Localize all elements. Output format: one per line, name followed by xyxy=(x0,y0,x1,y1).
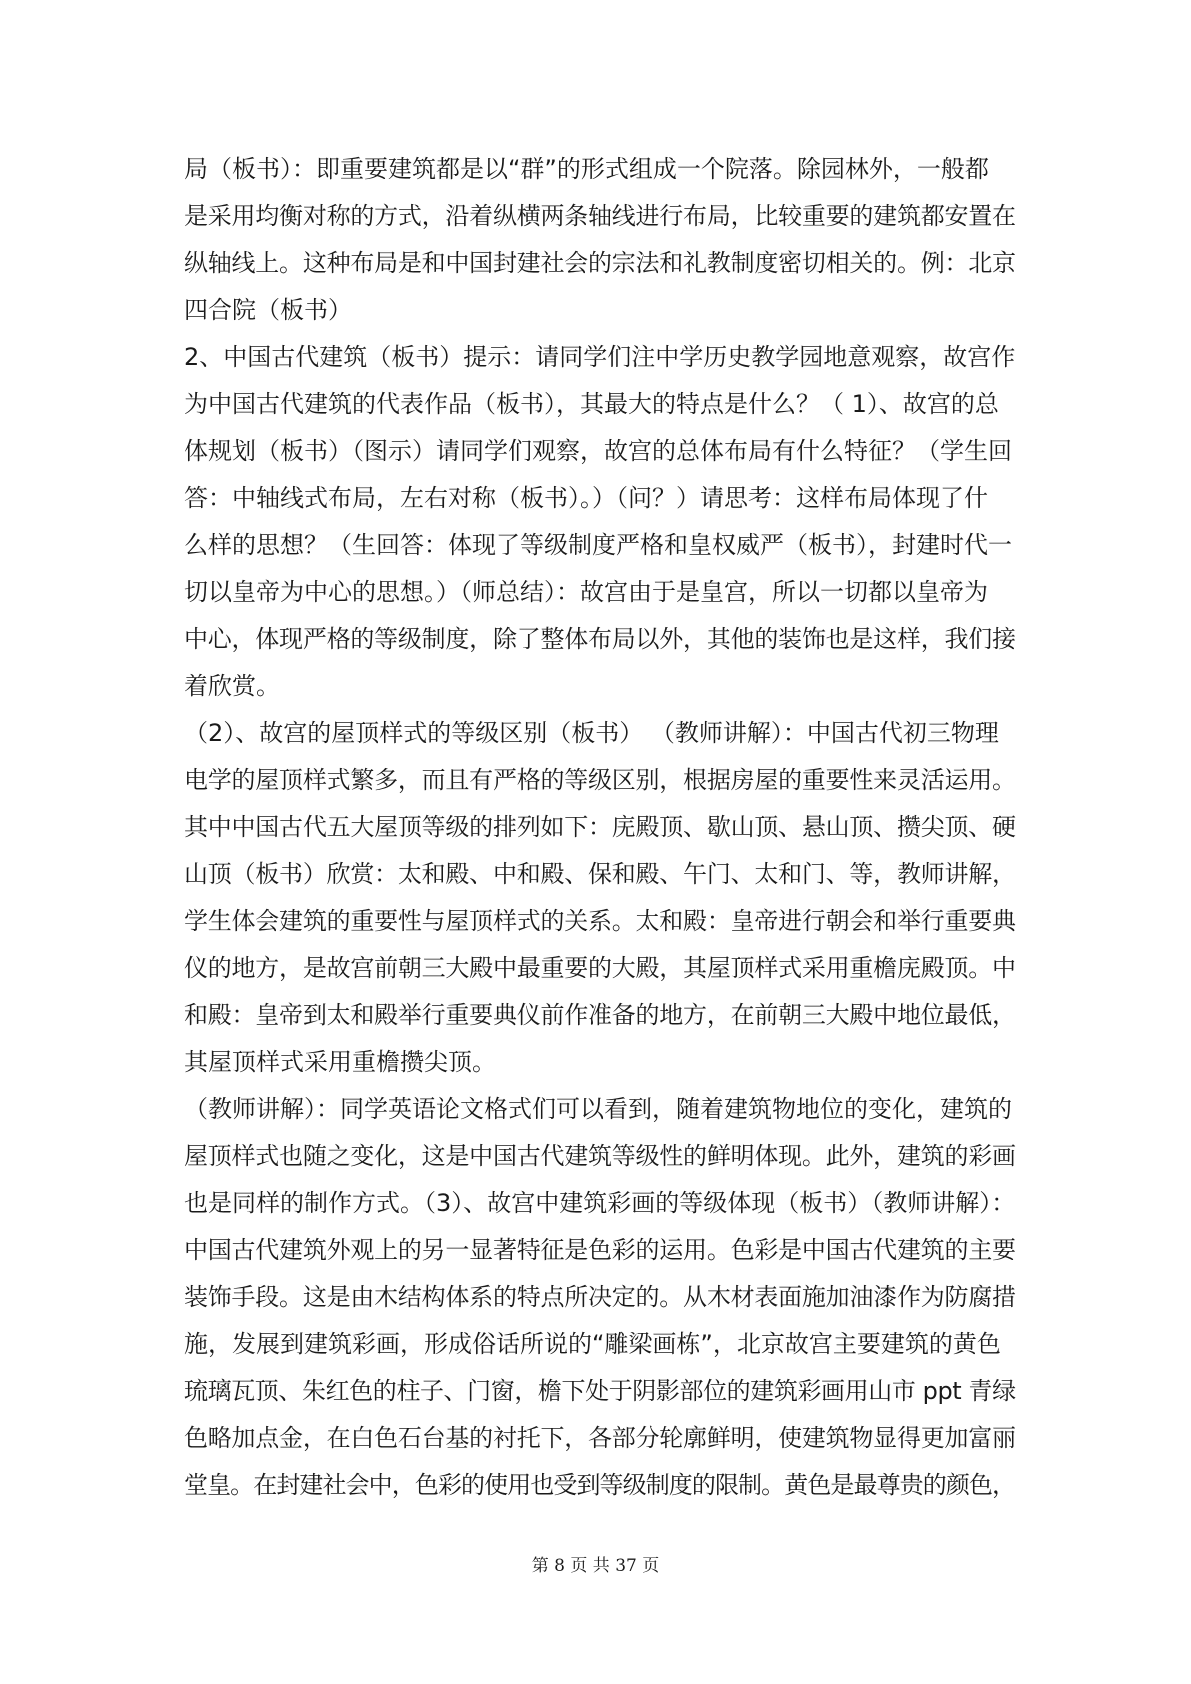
text-line: 施，发展到建筑彩画，形成俗话所说的“雕梁画栋”，北京故宫主要建筑的黄色 xyxy=(184,1330,1001,1358)
text-line: 和殿：皇帝到太和殿举行重要典仪前作准备的地方，在前朝三大殿中地位最低， xyxy=(184,1001,1016,1029)
text-line: 纵轴线上。这种布局是和中国封建社会的宗法和礼教制度密切相关的。例：北京 xyxy=(184,249,1016,277)
text-line: 2、中国古代建筑（板书）提示：请同学们注中学历史教学园地意观察，故宫作 xyxy=(184,343,1016,371)
text-line: 局（板书）：即重要建筑都是以“群”的形式组成一个院落。除园林外，一般都 xyxy=(184,155,989,183)
text-line: 么样的思想？（生回答：体现了等级制度严格和皇权威严（板书），封建时代一 xyxy=(184,531,1012,559)
text-line: 中国古代建筑外观上的另一显著特征是色彩的运用。色彩是中国古代建筑的主要 xyxy=(184,1236,1016,1264)
text-line: 是采用均衡对称的方式，沿着纵横两条轴线进行布局，比较重要的建筑都安置在 xyxy=(184,202,1016,230)
text-line: 仪的地方，是故宫前朝三大殿中最重要的大殿，其屋顶样式采用重檐庑殿顶。中 xyxy=(184,954,1016,982)
text-line: 电学的屋顶样式繁多，而且有严格的等级区别，根据房屋的重要性来灵活运用。 xyxy=(184,766,1016,794)
text-line: 着欣赏。 xyxy=(184,672,280,700)
text-line: 也是同样的制作方式。（3）、故宫中建筑彩画的等级体现（板书）（教师讲解）： xyxy=(184,1189,1016,1217)
text-line: 学生体会建筑的重要性与屋顶样式的关系。太和殿：皇帝进行朝会和举行重要典 xyxy=(184,907,1016,935)
text-line: 切以皇帝为中心的思想。）（师总结）：故宫由于是皇宫，所以一切都以皇帝为 xyxy=(184,578,988,606)
text-line: 答：中轴线式布局，左右对称（板书）。）（问？）请思考：这样布局体现了什 xyxy=(184,484,988,512)
text-line: （2）、故宫的屋顶样式的等级区别（板书） （教师讲解）：中国古代初三物理 xyxy=(184,719,999,747)
text-line: 为中国古代建筑的代表作品（板书），其最大的特点是什么？（ 1）、故宫的总 xyxy=(184,390,999,418)
text-line: 色略加点金，在白色石台基的衬托下，各部分轮廓鲜明，使建筑物显得更加富丽 xyxy=(184,1424,1016,1452)
text-line: 其中中国古代五大屋顶等级的排列如下：庑殿顶、歇山顶、悬山顶、攒尖顶、硬 xyxy=(184,813,1016,841)
text-line: 四合院（板书） xyxy=(184,296,352,324)
text-line: 其屋顶样式采用重檐攒尖顶。 xyxy=(184,1048,496,1076)
body-text xyxy=(184,146,1016,1509)
text-line: 中心，体现严格的等级制度，除了整体布局以外，其他的装饰也是这样，我们接 xyxy=(184,625,1016,653)
text-line: 体规划（板书）（图示）请同学们观察，故宫的总体布局有什么特征？（学生回 xyxy=(184,437,1012,465)
text-line: 屋顶样式也随之变化，这是中国古代建筑等级性的鲜明体现。此外，建筑的彩画 xyxy=(184,1142,1016,1170)
text-line: （教师讲解）：同学英语论文格式们可以看到，随着建筑物地位的变化，建筑的 xyxy=(184,1095,1012,1123)
text-line: 装饰手段。这是由木结构体系的特点所决定的。从木材表面施加油漆作为防腐措 xyxy=(184,1283,1016,1311)
page-footer: 第 8 页 共 37 页 xyxy=(531,1556,660,1576)
text-line: 琉璃瓦顶、朱红色的柱子、门窗，檐下处于阴影部位的建筑彩画用山市 ppt 青绿 xyxy=(184,1377,1016,1405)
text-line: 山顶（板书）欣赏：太和殿、中和殿、保和殿、午门、太和门、等，教师讲解， xyxy=(184,860,1016,888)
text-line: 堂皇。在封建社会中，色彩的使用也受到等级制度的限制。黄色是最尊贵的颜色， xyxy=(184,1471,1016,1499)
